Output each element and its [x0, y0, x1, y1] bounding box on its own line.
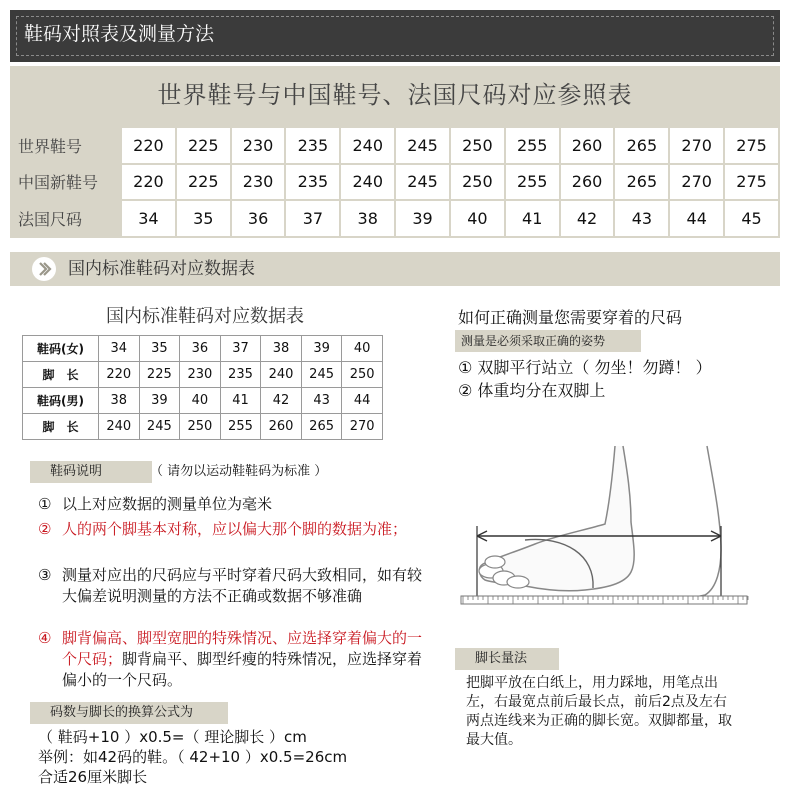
table-cell: 34 — [121, 200, 176, 237]
table-cell: 230 — [231, 164, 286, 201]
table-cell: 34 — [99, 336, 140, 362]
table-cell: 39 — [139, 388, 180, 414]
table-cell: 250 — [450, 127, 505, 164]
world-size-table — [10, 126, 780, 238]
row-header: 法国尺码 — [11, 200, 121, 237]
stance-tag: 测量是必须采取正确的姿势 — [455, 330, 641, 352]
table-cell: 245 — [395, 127, 450, 164]
table-row — [23, 414, 383, 440]
table-cell: 36 — [180, 336, 221, 362]
table-cell: 260 — [560, 164, 615, 201]
table-cell: 270 — [669, 164, 724, 201]
table-cell: 38 — [99, 388, 140, 414]
table-cell: 240 — [340, 127, 395, 164]
table-cell: 225 — [176, 127, 231, 164]
foot-length-desc: 把脚平放在白纸上，用力踩地，用笔点出左，右最宽点前后最长点，前后2点及左右两点连线来为正确的脚长宽。双脚都量，取最大值。 — [466, 675, 732, 748]
table-cell: 37 — [285, 200, 340, 237]
foot-measurement-illustration — [455, 440, 755, 620]
notes-hint: （ 请勿以运动鞋鞋码为标准 ） — [150, 464, 328, 479]
table-row — [11, 164, 779, 201]
table-row — [11, 127, 779, 164]
row-header: 脚 长 — [23, 362, 99, 388]
note-item: ③ 测量对应出的尺码应与平时穿着尺码大致相同，如有较大偏差说明测量的方法不正确或数据不够准确 — [38, 566, 423, 605]
table-cell: 260 — [560, 127, 615, 164]
table-cell: 230 — [180, 362, 221, 388]
table-cell: 245 — [395, 164, 450, 201]
row-header: 鞋码(女) — [23, 336, 99, 362]
table-cell: 40 — [450, 200, 505, 237]
table-cell: 37 — [220, 336, 261, 362]
table-cell: 41 — [220, 388, 261, 414]
table-cell: 225 — [139, 362, 180, 388]
world-table-title: 世界鞋号与中国鞋号、法国尺码对应参照表 — [157, 81, 633, 109]
table-cell: 255 — [220, 414, 261, 440]
section-title: 国内标准鞋码对应数据表 — [68, 259, 255, 279]
table-cell: 260 — [261, 414, 302, 440]
table-row — [23, 362, 383, 388]
domestic-size-table — [22, 335, 383, 440]
domestic-table-title: 国内标准鞋码对应数据表 — [106, 306, 304, 327]
table-cell: 43 — [301, 388, 342, 414]
table-cell: 43 — [614, 200, 669, 237]
header-banner — [10, 10, 780, 62]
page-title: 鞋码对照表及测量方法 — [24, 23, 215, 45]
stance-step: ① 双脚平行站立（ 勿坐！勿蹲！ ） — [458, 358, 712, 377]
chevron-right-icon — [32, 257, 56, 281]
note-item: ④ 脚背偏高、脚型宽肥的特殊情况、应选择穿着偏大的一个尺码；脚背扁平、脚型纤瘦的特殊情况，应选择穿着偏小的一个尺码。 — [38, 629, 423, 689]
table-cell: 250 — [342, 362, 383, 388]
table-cell: 44 — [669, 200, 724, 237]
table-cell: 250 — [180, 414, 221, 440]
table-cell: 36 — [231, 200, 286, 237]
formula-example: 举例：如42码的鞋。（ 42+10 ）x0.5=26cm — [38, 748, 348, 766]
notes-tag: 鞋码说明 — [30, 461, 152, 483]
table-cell: 235 — [220, 362, 261, 388]
row-header: 脚 长 — [23, 414, 99, 440]
table-cell: 270 — [342, 414, 383, 440]
row-header: 鞋码(男) — [23, 388, 99, 414]
table-cell: 250 — [450, 164, 505, 201]
table-cell: 240 — [99, 414, 140, 440]
table-cell: 270 — [669, 127, 724, 164]
table-cell: 42 — [261, 388, 302, 414]
table-cell: 38 — [261, 336, 302, 362]
table-cell: 40 — [180, 388, 221, 414]
table-cell: 235 — [285, 164, 340, 201]
table-row — [23, 336, 383, 362]
table-cell: 44 — [342, 388, 383, 414]
table-cell: 41 — [505, 200, 560, 237]
table-cell: 265 — [301, 414, 342, 440]
table-cell: 235 — [285, 127, 340, 164]
table-cell: 230 — [231, 127, 286, 164]
table-cell: 255 — [505, 164, 560, 201]
stance-step: ② 体重均分在双脚上 — [458, 381, 606, 400]
section-bar — [10, 252, 780, 286]
table-cell: 42 — [560, 200, 615, 237]
row-header: 世界鞋号 — [11, 127, 121, 164]
table-row — [11, 200, 779, 237]
table-cell: 220 — [121, 164, 176, 201]
table-cell: 38 — [340, 200, 395, 237]
table-cell: 40 — [342, 336, 383, 362]
table-cell: 220 — [99, 362, 140, 388]
world-size-table-panel — [10, 66, 780, 238]
table-cell: 220 — [121, 127, 176, 164]
table-row — [23, 388, 383, 414]
table-cell: 265 — [614, 164, 669, 201]
table-cell: 39 — [301, 336, 342, 362]
table-cell: 240 — [340, 164, 395, 201]
table-cell: 255 — [505, 127, 560, 164]
table-cell: 275 — [724, 164, 779, 201]
table-cell: 39 — [395, 200, 450, 237]
table-cell: 275 — [724, 127, 779, 164]
row-header: 中国新鞋号 — [11, 164, 121, 201]
table-cell: 240 — [261, 362, 302, 388]
table-cell: 245 — [139, 414, 180, 440]
table-cell: 225 — [176, 164, 231, 201]
formula-line: （ 鞋码+10 ）x0.5=（ 理论脚长 ）cm — [38, 728, 307, 746]
table-cell: 245 — [301, 362, 342, 388]
table-cell: 35 — [139, 336, 180, 362]
formula-result: 合适26厘米脚长 — [38, 768, 148, 786]
table-cell: 265 — [614, 127, 669, 164]
foot-length-tag: 脚长量法 — [455, 648, 559, 670]
note-item: ② 人的两个脚基本对称，应以偏大那个脚的数据为准； — [38, 520, 408, 538]
table-cell: 45 — [724, 200, 779, 237]
table-cell: 35 — [176, 200, 231, 237]
note-item: ① 以上对应数据的测量单位为毫米 — [38, 495, 273, 513]
measure-title: 如何正确测量您需要穿着的尺码 — [458, 308, 683, 327]
formula-tag: 码数与脚长的换算公式为 — [30, 702, 228, 724]
